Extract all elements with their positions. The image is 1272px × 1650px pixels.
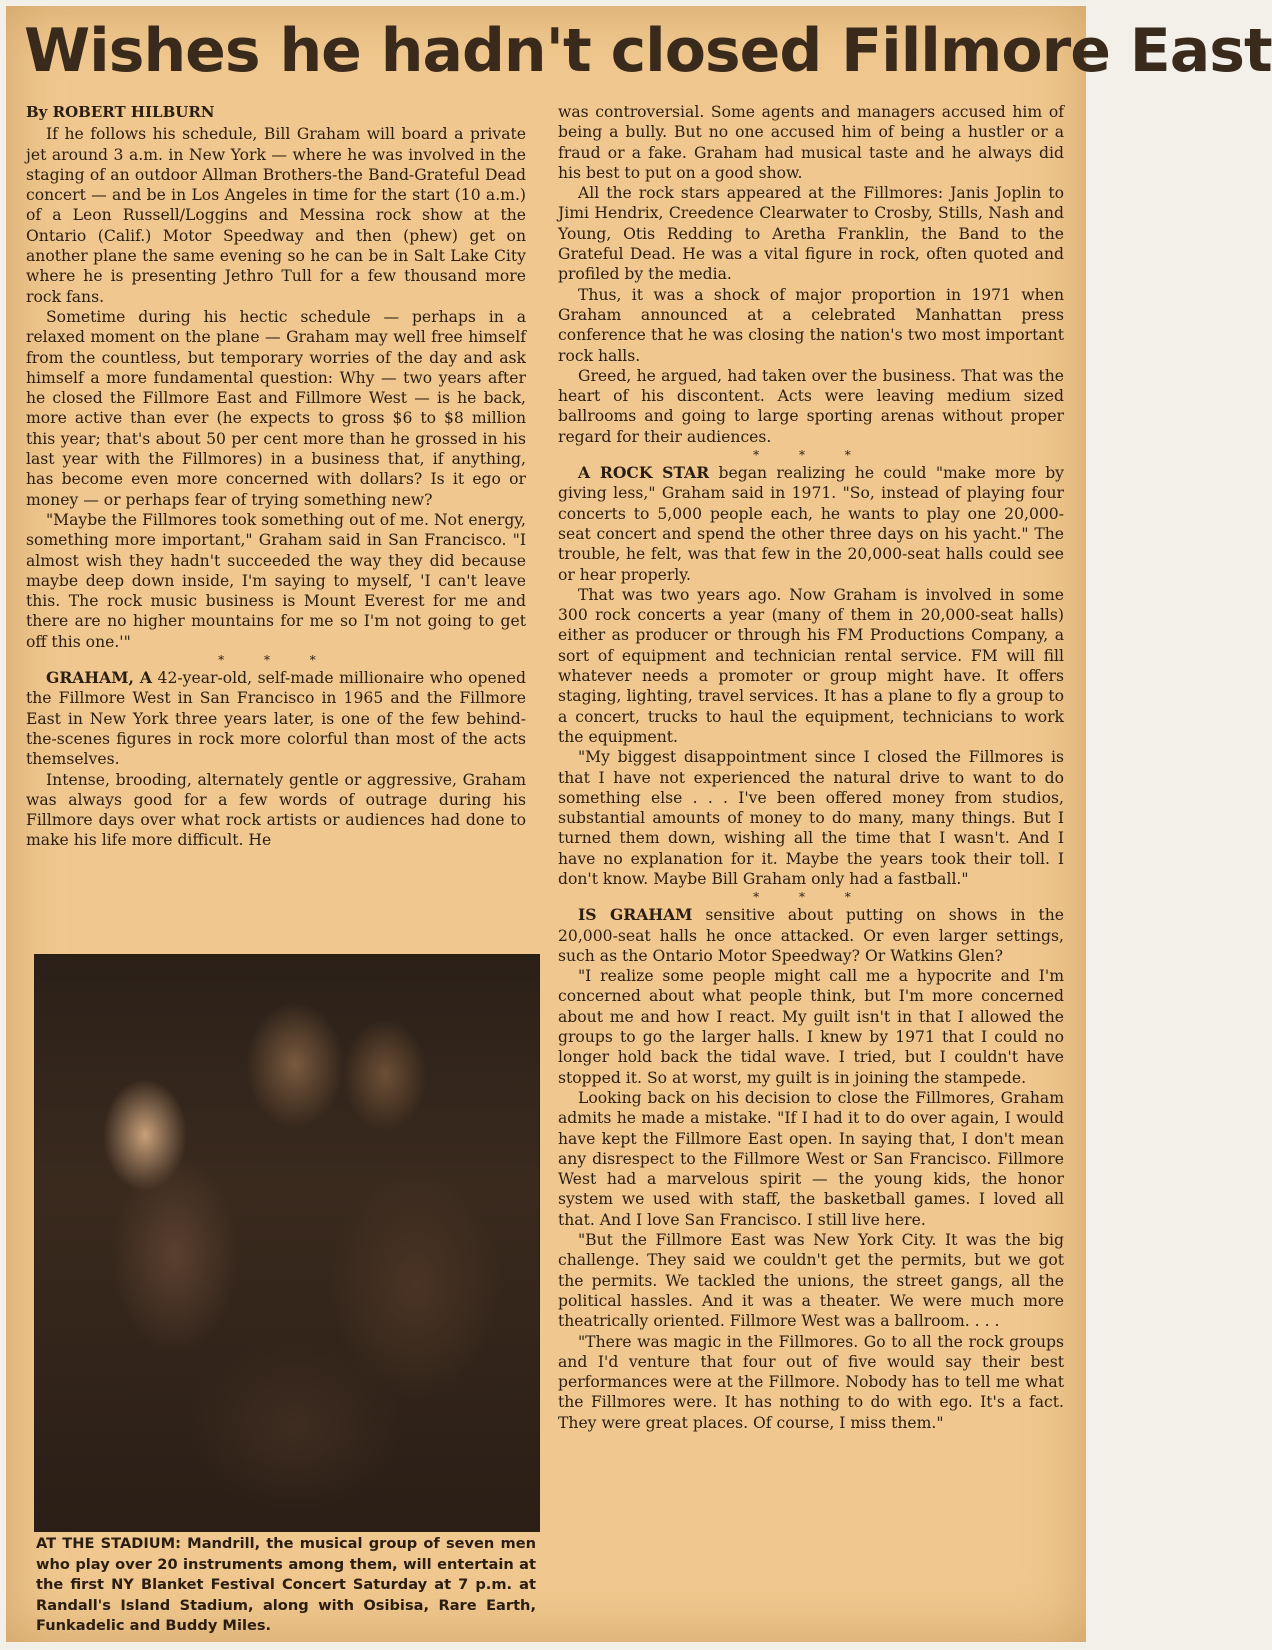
section-text: began realizing he could "make more by giving less," Graham said in 1971. "So, instead of playing four concerts to 5,000 people each, he wants to play one 20,000-seat concert and spend the other three days on his yacht." The trouble, he felt, was that few in the 20,000-seat halls could see or hear properly. (558, 464, 1064, 584)
paragraph (26, 668, 526, 769)
byline: By ROBERT HILBURN (26, 103, 215, 121)
paragraph: Intense, brooding, alternately gentle or aggressive, Graham was always good for a few words of outrage during his Fillmore days over what rock artists or audiences had done to make his life more difficult. He (26, 770, 526, 850)
right-column (558, 102, 1064, 1433)
paragraph: If he follows his schedule, Bill Graham will board a private jet around 3 a.m. in New York — where he was involved in the staging of an outdoor Allman Brothers-the Band-Grateful Dead concert — and be in Los Angeles in time for the start (10 a.m.) of a Leon Russell/Loggins and Messina rock show at the Ontario (Calif.) Motor Speedway and then (phew) get on another plane the same evening so he can be in Salt Lake City where he is presenting Jethro Tull for a few thousand more rock fans. (26, 125, 526, 306)
paragraph: "But the Fillmore East was New York City. It was the big challenge. They said we couldn't get the permits, but we got the permits. We tackled the unions, the street gangs, all the political hassles. And it was a theater. We were much more theatrically oriented. Fillmore West was a ballroom. . . . (558, 1231, 1064, 1331)
section-separator: * * * (753, 448, 869, 463)
section-text: 42-year-old, self-made millionaire who opened the Fillmore West in San Francisco in 1965 and the Fillmore East in New York three years later, is one of the few behind-the-scenes figures in rock more colorful than most of the acts themselves. (26, 669, 526, 769)
paragraph: That was two years ago. Now Graham is involved in some 300 rock concerts a year (many of them in 20,000-seat halls) either as producer or through his FM Productions Company, a sort of equipment and technician rental service. FM will fill whatever needs a promoter or group might have. It offers staging, lighting, travel services. It has a plane to fly a group to a concert, trucks to haul the equipment, technicians to work the equipment. (558, 585, 1064, 746)
photo-caption: AT THE STADIUM: Mandrill, the musical group of seven men who play over 20 instruments among them, will entertain at the first NY Blanket Festival Concert Saturday at 7 p.m. at Randall's Island Stadium, along with Osibisa, Rare Earth, Funkadelic and Buddy Miles. (36, 1535, 536, 1635)
section-lead: A ROCK STAR (578, 463, 710, 483)
left-column (26, 102, 526, 851)
paragraph (558, 463, 1064, 585)
paragraph: "There was magic in the Fillmores. Go to all the rock groups and I'd venture that four out of five would say their best performances were at the Fillmore. Nobody has to tell me what the Fillmores were. It has nothing to do with ego. It's a fact. They were great places. Of course, I miss them." (558, 1332, 1064, 1432)
paragraph: Thus, it was a shock of major proportion in 1971 when Graham announced at a celebrated Manhattan press conference that he was closing the nation's two most important rock halls. (558, 285, 1064, 365)
section-text: sensitive about putting on shows in the 20,000-seat halls he once attacked. Or even larger settings, such as the Ontario Motor Speedway? Or Watkins Glen? (558, 906, 1064, 965)
section-separator: * * * (218, 653, 334, 668)
paragraph: "I realize some people might call me a hypocrite and I'm concerned about what people think, but I'm more concerned about me and how I react. My guilt isn't in that I allowed the groups to go the larger halls. I knew by 1971 that I could no longer hold back the tidal wave. I tried, but I couldn't have stopped it. So at worst, my guilt is in joining the stampede. (558, 967, 1064, 1087)
headline: Wishes he hadn't closed Fillmore East (24, 16, 1272, 86)
band-photo (34, 954, 540, 1532)
paragraph: "Maybe the Fillmores took something out of me. Not energy, something more important," Graham said in San Francisco. "I almost wish they hadn't succeeded the way they did because maybe deep down inside, I'm saying to myself, 'I can't leave this. The rock music business is Mount Everest for me and there are no higher mountains for me so I'm not going to get off this one.'" (26, 510, 526, 651)
paragraph: was controversial. Some agents and managers accused him of being a bully. But no one accused him of being a hustler or a fraud or a fake. Graham had musical taste and he always did his best to put on a good show. (558, 103, 1064, 182)
section-lead: IS GRAHAM (578, 905, 693, 925)
paragraph: Greed, he argued, had taken over the business. That was the heart of his discontent. Acts were leaving medium sized ballrooms and going to large sporting arenas without proper regard for their audiences. (558, 366, 1064, 446)
paragraph (558, 905, 1064, 966)
section-lead: GRAHAM, A (46, 668, 153, 688)
section-separator: * * * (753, 890, 869, 905)
paragraph: "My biggest disappointment since I closed the Fillmores is that I have not experienced the natural drive to want to do something else . . . I've been offered money from studios, substantial amounts of money to do many, many things. But I turned them down, wishing all the time that I wasn't. And I have no explanation for it. Maybe the years took their toll. I don't know. Maybe Bill Graham only had a fastball." (558, 748, 1064, 888)
newspaper-clipping (6, 6, 1272, 1642)
paragraph: Sometime during his hectic schedule — perhaps in a relaxed moment on the plane — Graham may well free himself from the countless, but temporary worries of the day and ask himself a more fundamental question: Why — two years after he closed the Fillmore East and Fillmore West — is he back, more active than ever (he expects to gross $6 to $8 million this year; that's about 50 per cent more than he grossed in his last year with the Fillmores) in a business that, if anything, has become even more concerned with dollars? Is it ego or money — or perhaps fear of trying something new? (26, 307, 526, 509)
paragraph: Looking back on his decision to close the Fillmores, Graham admits he made a mistake. "If I had it to do over again, I would have kept the Fillmore East open. In saying that, I don't mean any disrespect to the Fillmore West or San Francisco. Fillmore West had a marvelous spirit — the young kids, the honor system we used with staff, the basketball games. I loved all that. And I love San Francisco. I still live here. (558, 1088, 1064, 1229)
paragraph: All the rock stars appeared at the Fillmores: Janis Joplin to Jimi Hendrix, Creedence Clearwater to Crosby, Stills, Nash and Young, Otis Redding to Aretha Franklin, the Band to the Grateful Dead. He was a vital figure in rock, often quoted and profiled by the media. (558, 184, 1064, 284)
